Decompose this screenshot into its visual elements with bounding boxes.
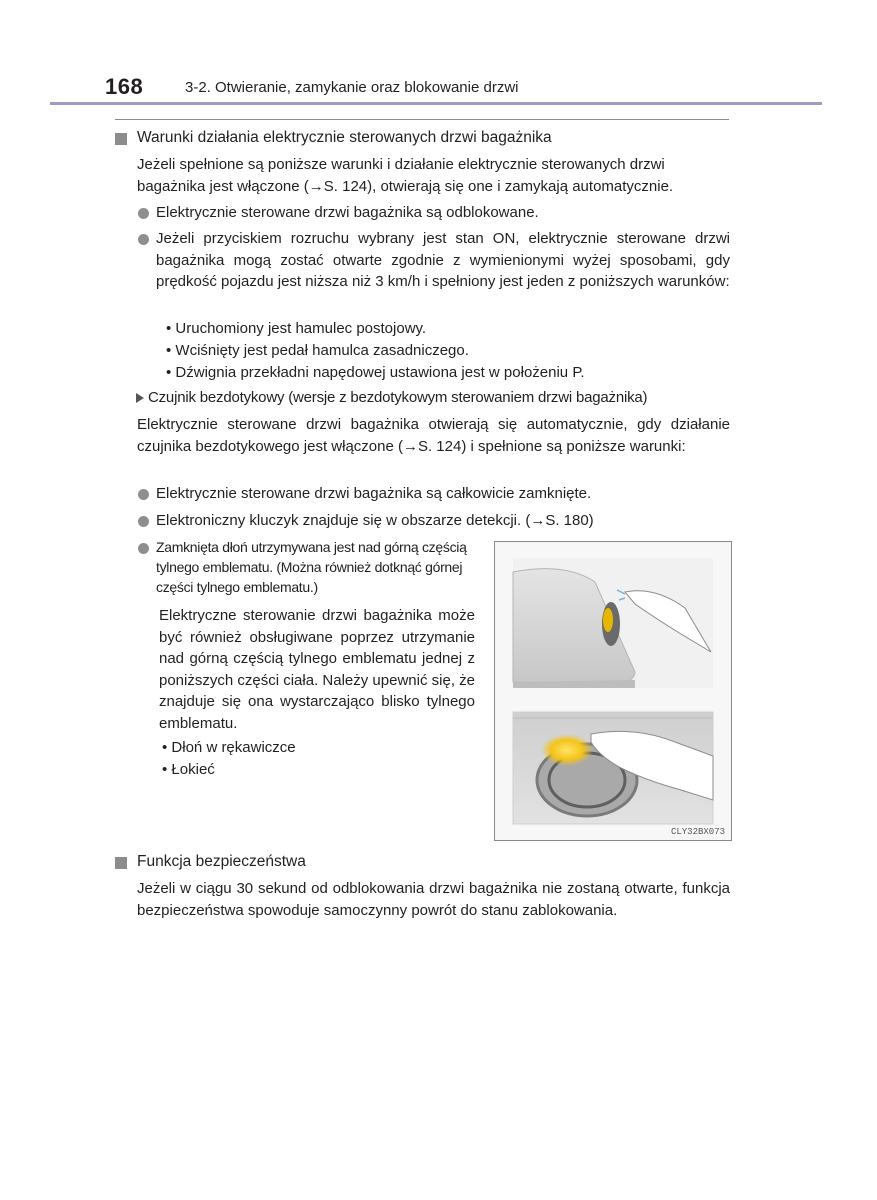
sub-list-text: Wciśnięty jest pedał hamulca zasadniczego.	[175, 342, 469, 359]
header-rule	[50, 102, 822, 105]
list-item: Zamknięta dłoń utrzymywana jest nad górną częścią tylnego emblematu. (Można również dotknąć górnej części tylnego emblematu.)	[156, 539, 467, 595]
page-number: 168	[105, 74, 144, 99]
bullet-dot-icon	[138, 516, 149, 527]
bullet-dot-icon	[138, 208, 149, 219]
sensor-note: Elektryczne sterowanie drzwi bagażnika może być również obsługiwane poprzez utrzymanie nad górną częścią tylnego emblematu jednej z poniższych części ciała. Należy upewnić się, że znajduje się ona wystarczająco blisko tylnego emblematu.	[159, 607, 475, 732]
list-item: Elektroniczny kluczyk znajduje się w obszarze detekcji. (→S. 180)	[156, 512, 594, 529]
chapter-title: 3-2. Otwieranie, zamykanie oraz blokowanie drzwi	[185, 79, 519, 96]
figure-code: CLY32BX073	[670, 827, 725, 837]
triangle-marker-icon	[136, 393, 144, 403]
section-square-icon	[115, 133, 127, 145]
list-item: Elektrycznie sterowane drzwi bagażnika są całkowicie zamknięte.	[156, 485, 592, 502]
illustration-figure	[494, 541, 732, 841]
list-item: Jeżeli przyciskiem rozruchu wybrany jest stan ON, elektrycznie sterowane drzwi bagażnika mogą zostać otwarte zgodnie z wymienionymi wyżej sposobami, gdy prędkość pojazdu jest niższa niż 3 km/h i spełniony jest jeden z poniższych warunków:	[156, 230, 730, 290]
sensor-text: Elektrycznie sterowane drzwi bagażnika otwierają się automatycznie, gdy działanie czujnika bezdotykowego jest włączone (→S. 124) i spełnione są poniższe warunki:	[137, 416, 730, 455]
sub-list-text: Uruchomiony jest hamulec postojowy.	[175, 320, 427, 337]
sub-list-item: • Dłoń w rękawiczce	[162, 739, 296, 756]
sub-list-text: Dłoń w rękawiczce	[171, 739, 296, 756]
section-rule	[115, 119, 729, 120]
section-title: Funkcja bezpieczeństwa	[137, 853, 306, 870]
bullet-dot-icon	[138, 543, 149, 554]
bullet-dot-icon	[138, 234, 149, 245]
sub-list-text: Dźwignia przekładni napędowej ustawiona jest w położeniu P.	[175, 364, 585, 381]
bullet-dot-icon	[138, 489, 149, 500]
sub-list-item: • Wciśnięty jest pedał hamulca zasadniczego.	[166, 342, 469, 359]
intro-line-2: bagażnika jest włączone (→S. 124), otwierają się one i zamykają automatycznie.	[137, 178, 674, 195]
sub-list-item: • Dźwignia przekładni napędowej ustawiona jest w położeniu P.	[166, 364, 585, 381]
section-square-icon	[115, 857, 127, 869]
sub-list-text: Łokieć	[171, 761, 215, 778]
sensor-heading: Czujnik bezdotykowy (wersje z bezdotykowym sterowaniem drzwi bagażnika)	[148, 389, 648, 406]
intro-line-1: Jeżeli spełnione są poniższe warunki i działanie elektrycznie sterowanych drzwi	[137, 156, 665, 173]
section-text: Jeżeli w ciągu 30 sekund od odblokowania drzwi bagażnika nie zostaną otwarte, funkcja bezpieczeństwa spowoduje samoczynny powrót do stanu zablokowania.	[137, 880, 730, 919]
section-title: Warunki działania elektrycznie sterowanych drzwi bagażnika	[137, 129, 552, 146]
tailgate-sensor-illustration	[495, 542, 731, 840]
sub-list-item: • Uruchomiony jest hamulec postojowy.	[166, 320, 427, 337]
list-item: Elektrycznie sterowane drzwi bagażnika są odblokowane.	[156, 204, 539, 221]
sub-list-item: • Łokieć	[162, 761, 215, 778]
